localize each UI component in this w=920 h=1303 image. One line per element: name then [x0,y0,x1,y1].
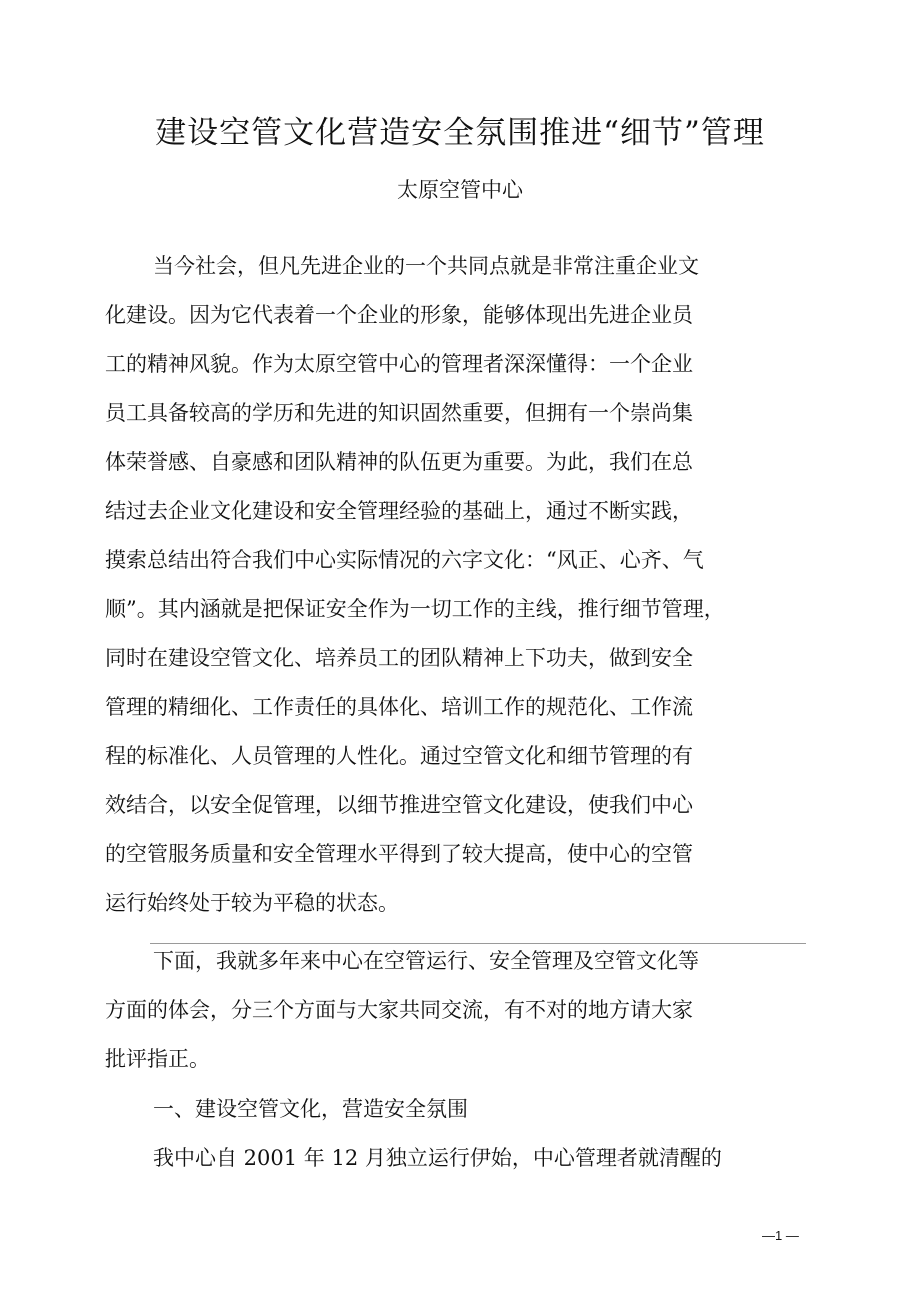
body-line-7: 摸索总结出符合我们中心实际情况的六字文化：“风正、心齐、气 [105,548,704,572]
document-author: 太原空管中心 [397,178,523,202]
body-line-12: 效结合，以安全促管理，以细节推进空管文化建设，使我们中心 [105,793,693,817]
section-heading-1: 一、建设空管文化，营造安全氛围 [153,1097,468,1121]
body-line-10: 管理的精细化、工作责任的具体化、培训工作的规范化、工作流 [105,695,693,719]
page-number: —1 — [762,1228,799,1243]
document-title: 建设空管文化营造安全氛围推进“细节”管理 [155,115,765,151]
body-line-6: 结过去企业文化建设和安全管理经验的基础上，通过不断实践， [105,499,693,523]
body-line-16: 方面的体会，分三个方面与大家共同交流，有不对的地方请大家 [105,998,693,1022]
body-line-17: 批评指正。 [105,1047,210,1071]
body-line-1: 当今社会，但凡先进企业的一个共同点就是非常注重企业文 [153,254,699,278]
body-line-3: 工的精神风貌。作为太原空管中心的管理者深深懂得：一个企业 [105,352,693,376]
body-line-15: 下面，我就多年来中心在空管运行、安全管理及空管文化等 [153,949,699,973]
body-line-5: 体荣誉感、自豪感和团队精神的队伍更为重要。为此，我们在总 [105,450,693,474]
body-line-4: 员工具备较高的学历和先进的知识固然重要，但拥有一个崇尚集 [105,401,693,425]
body-line-14: 运行始终处于较为平稳的状态。 [105,891,399,915]
body-line-18: 我中心自 2001 年 12 月独立运行伊始，中心管理者就清醒的 [153,1146,722,1170]
divider-line [150,943,806,944]
body-line-13: 的空管服务质量和安全管理水平得到了较大提高，使中心的空管 [105,842,693,866]
body-line-9: 同时在建设空管文化、培养员工的团队精神上下功夫，做到安全 [105,646,693,670]
body-line-2: 化建设。因为它代表着一个企业的形象，能够体现出先进企业员 [105,303,693,327]
body-line-8: 顺”。其内涵就是把保证安全作为一切工作的主线，推行细节管理， [105,597,725,621]
body-line-11: 程的标准化、人员管理的人性化。通过空管文化和细节管理的有 [105,744,693,768]
